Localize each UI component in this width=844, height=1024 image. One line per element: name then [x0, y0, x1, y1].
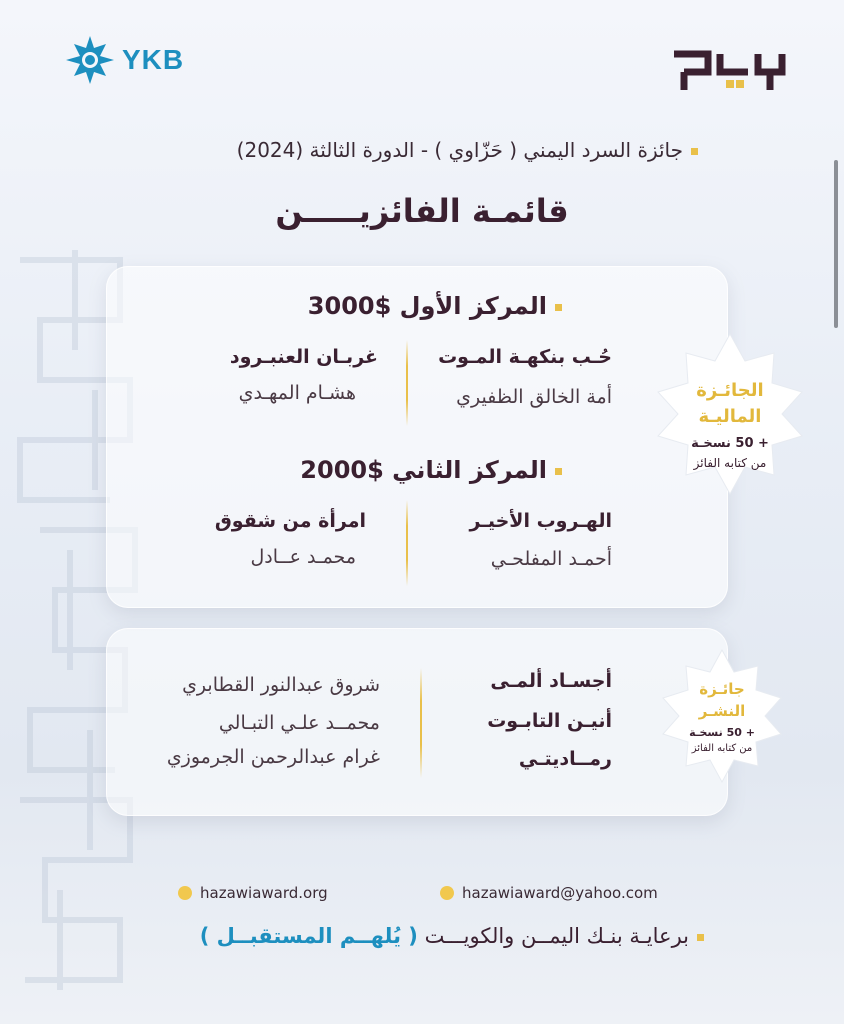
badge-title: جائـزة: [699, 680, 745, 698]
first-right-book: حُـب بنكهـة المـوت: [438, 346, 612, 368]
page-title: قائمـة الفائزيـــــن: [275, 192, 569, 230]
email-link[interactable]: hazawiaward@yahoo.com: [462, 884, 658, 902]
second-right-author: أحمـد المفلحـي: [490, 548, 612, 570]
first-left-book: غربـان العنبـرود: [229, 346, 378, 368]
divider: [420, 668, 422, 778]
publishing-badge: [654, 648, 790, 784]
badge-subtitle: + 50 نسخـة: [689, 726, 755, 739]
prize-money-badge: [648, 332, 812, 496]
badge-title: النشـر: [698, 702, 746, 720]
publishing-author: محمــد علـي التبـالي: [218, 712, 380, 734]
second-left-author: محمـد عــادل: [250, 546, 356, 568]
first-place-label: المركز الأول $3000: [307, 292, 547, 320]
first-left-author: هشـام المهـدي: [238, 382, 356, 404]
website-link[interactable]: hazawiaward.org: [200, 884, 328, 902]
second-place-label: المركز الثاني $2000: [300, 456, 547, 484]
hazawi-logo: [670, 46, 788, 96]
subtitle-text: جائزة السرد اليمني ( حَزّاوي ) - الدورة الثالثة (2024): [236, 138, 683, 162]
ykb-star-icon: [64, 34, 116, 86]
scrollbar[interactable]: [834, 160, 838, 328]
bullet: [691, 148, 698, 155]
sponsor-slogan: ( يُلهــم المستقبــل ): [199, 924, 418, 948]
divider: [406, 340, 408, 426]
publishing-book: أنيـن التابـوت: [487, 710, 612, 732]
globe-icon: [178, 886, 192, 900]
first-right-author: أمة الخالق الظفيري: [456, 386, 612, 408]
sponsor-text: برعايـة بنـك اليمــن والكويـــت: [424, 924, 689, 948]
website-contact[interactable]: [178, 884, 328, 902]
sponsor-line: [200, 924, 704, 948]
badge-title: الماليـة: [698, 406, 762, 427]
badge-subtitle: من كتابه الفائز: [693, 456, 767, 470]
ykb-logo-text: YKB: [122, 44, 185, 75]
publishing-book: أجسـاد ألمـى: [490, 670, 612, 692]
ykb-logo: [64, 34, 184, 86]
badge-title: الجائـزة: [696, 380, 764, 401]
second-right-book: الهـروب الأخيـر: [469, 510, 612, 532]
subtitle: [237, 138, 698, 162]
email-icon: [440, 886, 454, 900]
publishing-card: [106, 628, 728, 816]
bullet: [555, 468, 562, 475]
second-left-book: امرأة من شقوق: [214, 510, 366, 532]
publishing-author: شروق عبدالنور القطابري: [182, 674, 380, 696]
bullet: [697, 934, 704, 941]
divider: [406, 500, 408, 586]
publishing-book: رمــاديتـي: [518, 748, 612, 770]
second-place-heading: [300, 456, 562, 484]
publishing-author: غرام عبدالرحمن الجرموزي: [166, 746, 380, 768]
badge-subtitle: من كتابه الفائز: [691, 743, 753, 754]
email-contact[interactable]: [440, 884, 658, 902]
first-place-heading: [308, 292, 562, 320]
badge-subtitle: + 50 نسخـة: [691, 436, 769, 451]
bullet: [555, 304, 562, 311]
